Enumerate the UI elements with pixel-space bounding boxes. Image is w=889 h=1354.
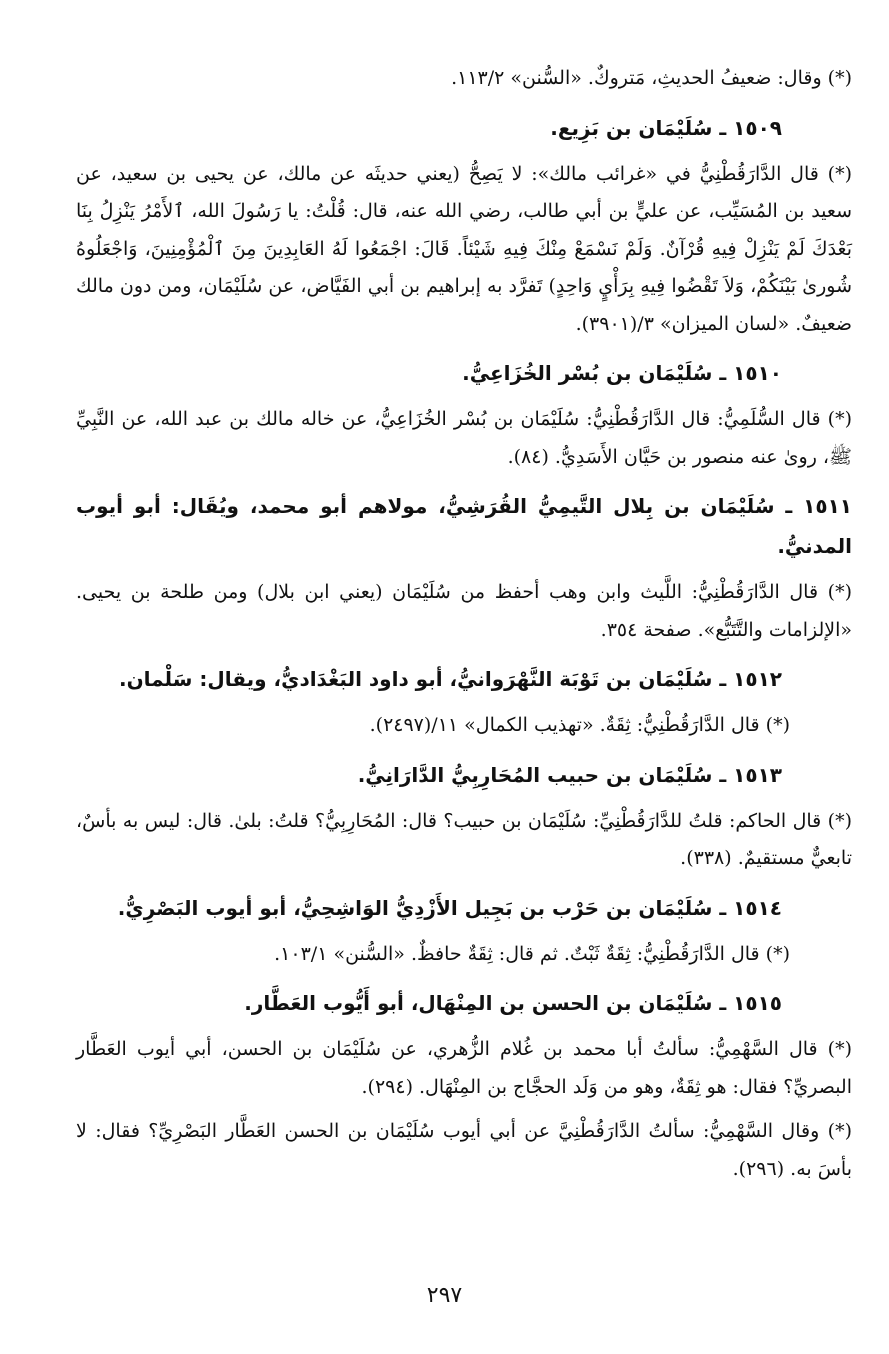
paragraph-1513: (*) قال الحاكم: قلتُ للدَّارَقُطْنِيِّ: سُلَيْمَان بن حبيب؟ قال: المُحَارِبِيُّ؟ قلتُ: بلىٰ. قال: ليس به بأسٌ، تابعيٌّ مستقيمٌ. (٣٣٨). <box>76 809 852 869</box>
paragraph-1511: (*) قال الدَّارَقُطْنِيُّ: اللَّيث وابن وهب أحفظ من سُلَيْمَان (يعني ابن بلال) ومن طلحة بن يحيى. «الإلزامات والتَّتَبُّع». صفحة ٣٥٤. <box>76 581 852 641</box>
entry-heading-1512: ١٥١٢ ـ سُلَيْمَان بن تَوْبَة النَّهْرَوانيُّ، أبو داود البَغْدَاديُّ، ويقال: سَلْمان. <box>118 667 782 691</box>
page-body <box>76 60 852 1195</box>
entry-heading-1511: ١٥١١ ـ سُلَيْمَان بن بِلال التَّيمِيُّ القُرَشِيُّ، مولاهم أبو محمد، ويُقَال: أبو أيوب المدنيُّ. <box>76 494 852 558</box>
paragraph-1512: (*) قال الدَّارَقُطْنِيُّ: ثِقَةٌ. «تهذيب الكمال» ١١/(٢٤٩٧). <box>369 714 790 736</box>
paragraph-1515-b: (*) وقال السَّهْمِيُّ: سألتُ الدَّارَقُطْنِيَّ عن أبي أيوب سُلَيْمَان بن الحسن العَطَّار البَصْرِيِّ؟ فقال: لا بأسَ به. (٢٩٦). <box>76 1120 852 1180</box>
entry-heading-1509: ١٥٠٩ ـ سُلَيْمَان بن بَزِيع. <box>550 115 782 140</box>
entry-heading-1513: ١٥١٣ ـ سُلَيْمَان بن حبيب المُحَارِبِيُّ الدَّارَانِيُّ. <box>357 762 782 787</box>
entry-heading-1515: ١٥١٥ ـ سُلَيْمَان بن الحسن بن المِنْهَال، أبو أَيُّوب العَطَّار. <box>244 991 782 1015</box>
page-number: ٢٩٧ <box>426 1283 463 1308</box>
paragraph-1510: (*) قال السُّلَمِيُّ: قال الدَّارَقُطْنِيُّ: سُلَيْمَان بن بُسْر الخُزَاعِيُّ، عن خاله مالك بن عبد الله، عن النَّبِيِّ ﷺ، روىٰ عنه منصور بن حَيَّان الأَسَدِيُّ. (٨٤). <box>76 408 852 468</box>
entry-heading-1514: ١٥١٤ ـ سُلَيْمَان بن حَرْب بن بَجِيل الأَزْدِيُّ الوَاشِحِيُّ، أبو أيوب البَصْرِيُّ. <box>117 895 782 920</box>
paragraph-1509: (*) قال الدَّارَقُطْنِيُّ في «غرائب مالك»: لا يَصِحُّ (يعني حديثَه عن مالك، عن يحيى بن سعيد، عن سعيد بن المُسَيِّب، عن عليٍّ بن أبي طالب، رضي الله عنه، قال: قُلْتُ: يا رَسُولَ الله، ٱلأَمْرُ يَنْزِلُ بِنَا بَعْدَكَ لَمْ يَنْزِلْ فِيهِ قُرْآنٌ. وَلَمْ نَسْمَعْ مِنْكَ فِيهِ شَيْئاً. قَالَ: اجْمَعُوا لَهُ العَابِدِينَ مِنَ ٱلْمُؤْمِنِينَ، وَاجْعَلُوهُ شُورىٰ بَيْنَكُمْ، وَلاَ تَقْضُوا فِيهِ بِرَأْيٍ وَاحِدٍ) تَفرَّد به إبراهيم بن أبي الفَيَّاض، عن سُلَيْمَان، ومن دون مالك ضعيفٌ. «لسان الميزان» ٣/(٣٩٠١). <box>76 162 852 335</box>
paragraph-1515-a: (*) قال السَّهْمِيُّ: سألتُ أبا محمد بن غُلام الزُّهري، عن سُلَيْمَان بن الحسن، أبي أيوب العَطَّار البصريِّ؟ فقال: هو ثِقَةٌ، وهو من وَلَد الحجَّاج بن المِنْهَال. (٢٩٤). <box>76 1038 852 1098</box>
entry-heading-1510: ١٥١٠ ـ سُلَيْمَان بن بُسْر الخُزَاعِيُّ. <box>462 361 782 385</box>
paragraph-1: (*) وقال: ضعيفُ الحديثِ، مَتروكٌ. «السُّنن» ١١٣/٢. <box>451 67 852 89</box>
paragraph-1514: (*) قال الدَّارَقُطْنِيُّ: ثِقَةٌ ثَبْتٌ. ثم قال: ثِقَةٌ حافظٌ. «السُّنن» ١٠٣/١. <box>274 942 790 965</box>
